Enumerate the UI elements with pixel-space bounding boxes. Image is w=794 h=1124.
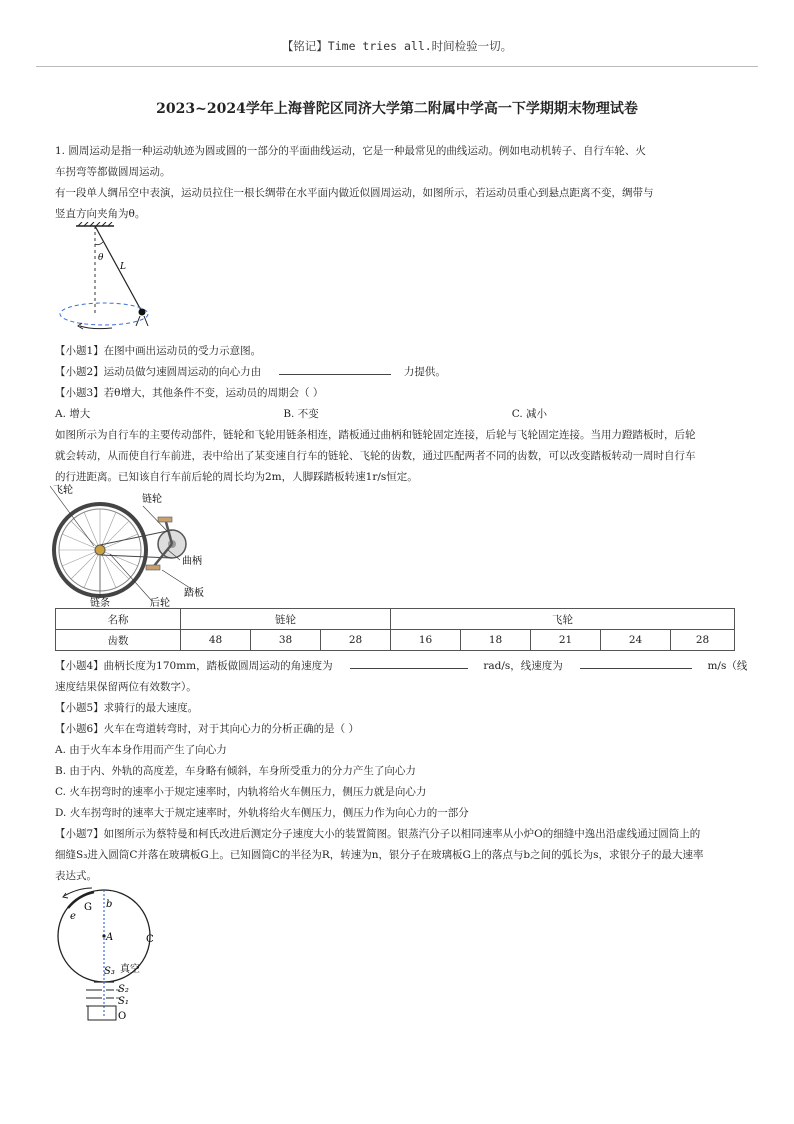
q1-intro-line-2: 车拐弯等都做圆周运动。 [55, 166, 171, 178]
table-cell-fly-1: 16 [391, 630, 461, 651]
q1-sub4-linear-blank[interactable] [580, 656, 692, 669]
table-cell-fly-2: 18 [461, 630, 531, 651]
label-taban: 踏板 [184, 588, 204, 599]
q1-sub3-option-b[interactable]: B. 不变 [283, 408, 319, 420]
fig3-label-g: G [84, 902, 92, 913]
q1-sub4-unit-1: rad/s，线速度为 [483, 660, 563, 672]
header-divider [36, 66, 758, 67]
theta-label: θ [98, 253, 104, 263]
fig3-label-b: b [106, 899, 113, 910]
q1-sub7-line-1: 【小题7】如图所示为蔡特曼和柯氏改进后测定分子速度大小的装置简图。银蒸汽分子以相同速率从小炉O的细缝中逸出沿虚线通过圆筒上的 [55, 828, 701, 840]
q1-sub2-prefix: 【小题2】运动员做匀速圆周运动的向心力由 [55, 366, 262, 378]
q1-sub7-line-3: 表达式。 [55, 870, 97, 882]
q1-intro-line-4: 竖直方向夹角为θ。 [55, 208, 146, 220]
q1-intro-line-1: 1. 圆周运动是指一种运动轨迹为圆或圆的一部分的平面曲线运动，它是一种最常见的曲线运动。例如电动机转子、自行车轮、火 [55, 145, 646, 157]
table-header-chainring: 链轮 [181, 609, 391, 630]
q1-sub3-option-a[interactable]: A. 增大 [55, 408, 91, 420]
label-lianlun: 链轮 [142, 494, 162, 505]
length-label: L [120, 262, 126, 272]
q1-sub2 [55, 362, 745, 383]
q1-sub6-option-c[interactable]: C. 火车拐弯时的速率小于规定速率时，内轨将给火车侧压力，侧压力就是向心力 [55, 786, 427, 798]
fig3-label-c: C [146, 934, 154, 945]
q1-intro-line-3: 有一段单人绸吊空中表演，运动员拉住一根长绸带在水平面内做近似圆周运动，如图所示，若运动员重心到悬点距离不变，绸带与 [55, 187, 654, 199]
fig3-label-s2: S₂ [118, 984, 129, 995]
figure-conical-pendulum [52, 222, 162, 340]
q1-sub5: 【小题5】求骑行的最大速度。 [55, 702, 199, 714]
table-header-name: 名称 [56, 609, 181, 630]
table-cell-fly-4: 24 [601, 630, 671, 651]
bike-text-line-3: 的行进距离。已知该自行车前后轮的周长均为2m，人脚踩踏板转速1r/s恒定。 [55, 471, 418, 483]
page-title: 2023~2024学年上海普陀区同济大学第二附属中学高一下学期期末物理试卷 [156, 101, 638, 117]
gear-teeth-table [55, 608, 735, 651]
table-row [56, 630, 735, 651]
table-cell-fly-3: 21 [531, 630, 601, 651]
header-motto: 【铭记】Time tries all.时间检验一切。 [281, 39, 513, 53]
label-houlun: 后轮 [150, 598, 170, 609]
label-liantiao: 链条 [90, 598, 110, 609]
table-header-row [56, 609, 735, 630]
fig3-label-vacuum: 真空 [120, 964, 140, 975]
q1-sub1: 【小题1】在图中画出运动员的受力示意图。 [55, 345, 262, 357]
label-feilun: 飞轮 [53, 485, 73, 496]
bike-text-line-1: 如图所示为自行车的主要传动部件，链轮和飞轮用链条相连，踏板通过曲柄和链轮固定连接，后轮与飞轮固定连接。当用力蹬踏板时，后轮 [55, 429, 696, 441]
q1-sub2-suffix: 力提供。 [403, 366, 446, 378]
q1-sub6-option-a[interactable]: A. 由于火车本身作用而产生了向心力 [55, 744, 227, 756]
q1-sub4-unit-2: m/s（线 [707, 660, 748, 672]
fig3-label-o: O [118, 1011, 127, 1022]
table-cell-fly-5: 28 [671, 630, 735, 651]
q1-sub3: 【小题3】若θ增大，其他条件不变，运动员的周期会（ ） [55, 387, 324, 399]
bike-text-line-2: 就会转动，从而使自行车前进，表中给出了某变速自行车的链轮、飞轮的齿数，通过匹配两者不同的齿数，可以改变踏板转动一周时自行车 [55, 450, 696, 462]
q1-sub4 [55, 656, 748, 677]
table-row-label: 齿数 [56, 630, 181, 651]
q1-sub3-options [55, 404, 745, 425]
table-cell-chain-2: 38 [251, 630, 321, 651]
q1-sub4-prefix: 【小题4】曲柄长度为170mm，踏板做圆周运动的角速度为 [55, 660, 333, 672]
q1-sub6: 【小题6】火车在弯道转弯时，对于其向心力的分析正确的是（ ） [55, 723, 360, 735]
q1-sub4-note: 速度结果保留两位有效数字）。 [55, 681, 197, 693]
table-cell-chain-1: 48 [181, 630, 251, 651]
q1-sub6-option-d[interactable]: D. 火车拐弯时的速率大于规定速率时，外轨将给火车侧压力，侧压力作为向心力的一部分 [55, 807, 469, 819]
q1-sub2-answer-blank[interactable] [279, 362, 391, 375]
figure-bicycle-drivetrain [50, 484, 220, 609]
label-qubing: 曲柄 [182, 556, 202, 567]
table-header-flywheel: 飞轮 [391, 609, 735, 630]
fig3-label-a: A [106, 932, 114, 943]
table-cell-chain-3: 28 [321, 630, 391, 651]
q1-sub4-angular-blank[interactable] [350, 656, 468, 669]
q1-sub6-option-b[interactable]: B. 由于内、外轨的高度差，车身略有倾斜，车身所受重力的分力产生了向心力 [55, 765, 416, 777]
fig3-label-s3: S₃ [104, 966, 115, 977]
fig3-label-s1: S₁ [118, 996, 129, 1007]
q1-sub3-option-c[interactable]: C. 减小 [511, 408, 548, 420]
figure-molecular-speed-apparatus [50, 886, 180, 1026]
q1-sub7-line-2: 细缝S₃进入圆筒C并落在玻璃板G上。已知圆筒C的半径为R，转速为n，银分子在玻璃板G上的落点与b之间的弧长为s，求银分子的最大速率 [55, 849, 704, 861]
fig3-label-e: e [70, 911, 76, 922]
